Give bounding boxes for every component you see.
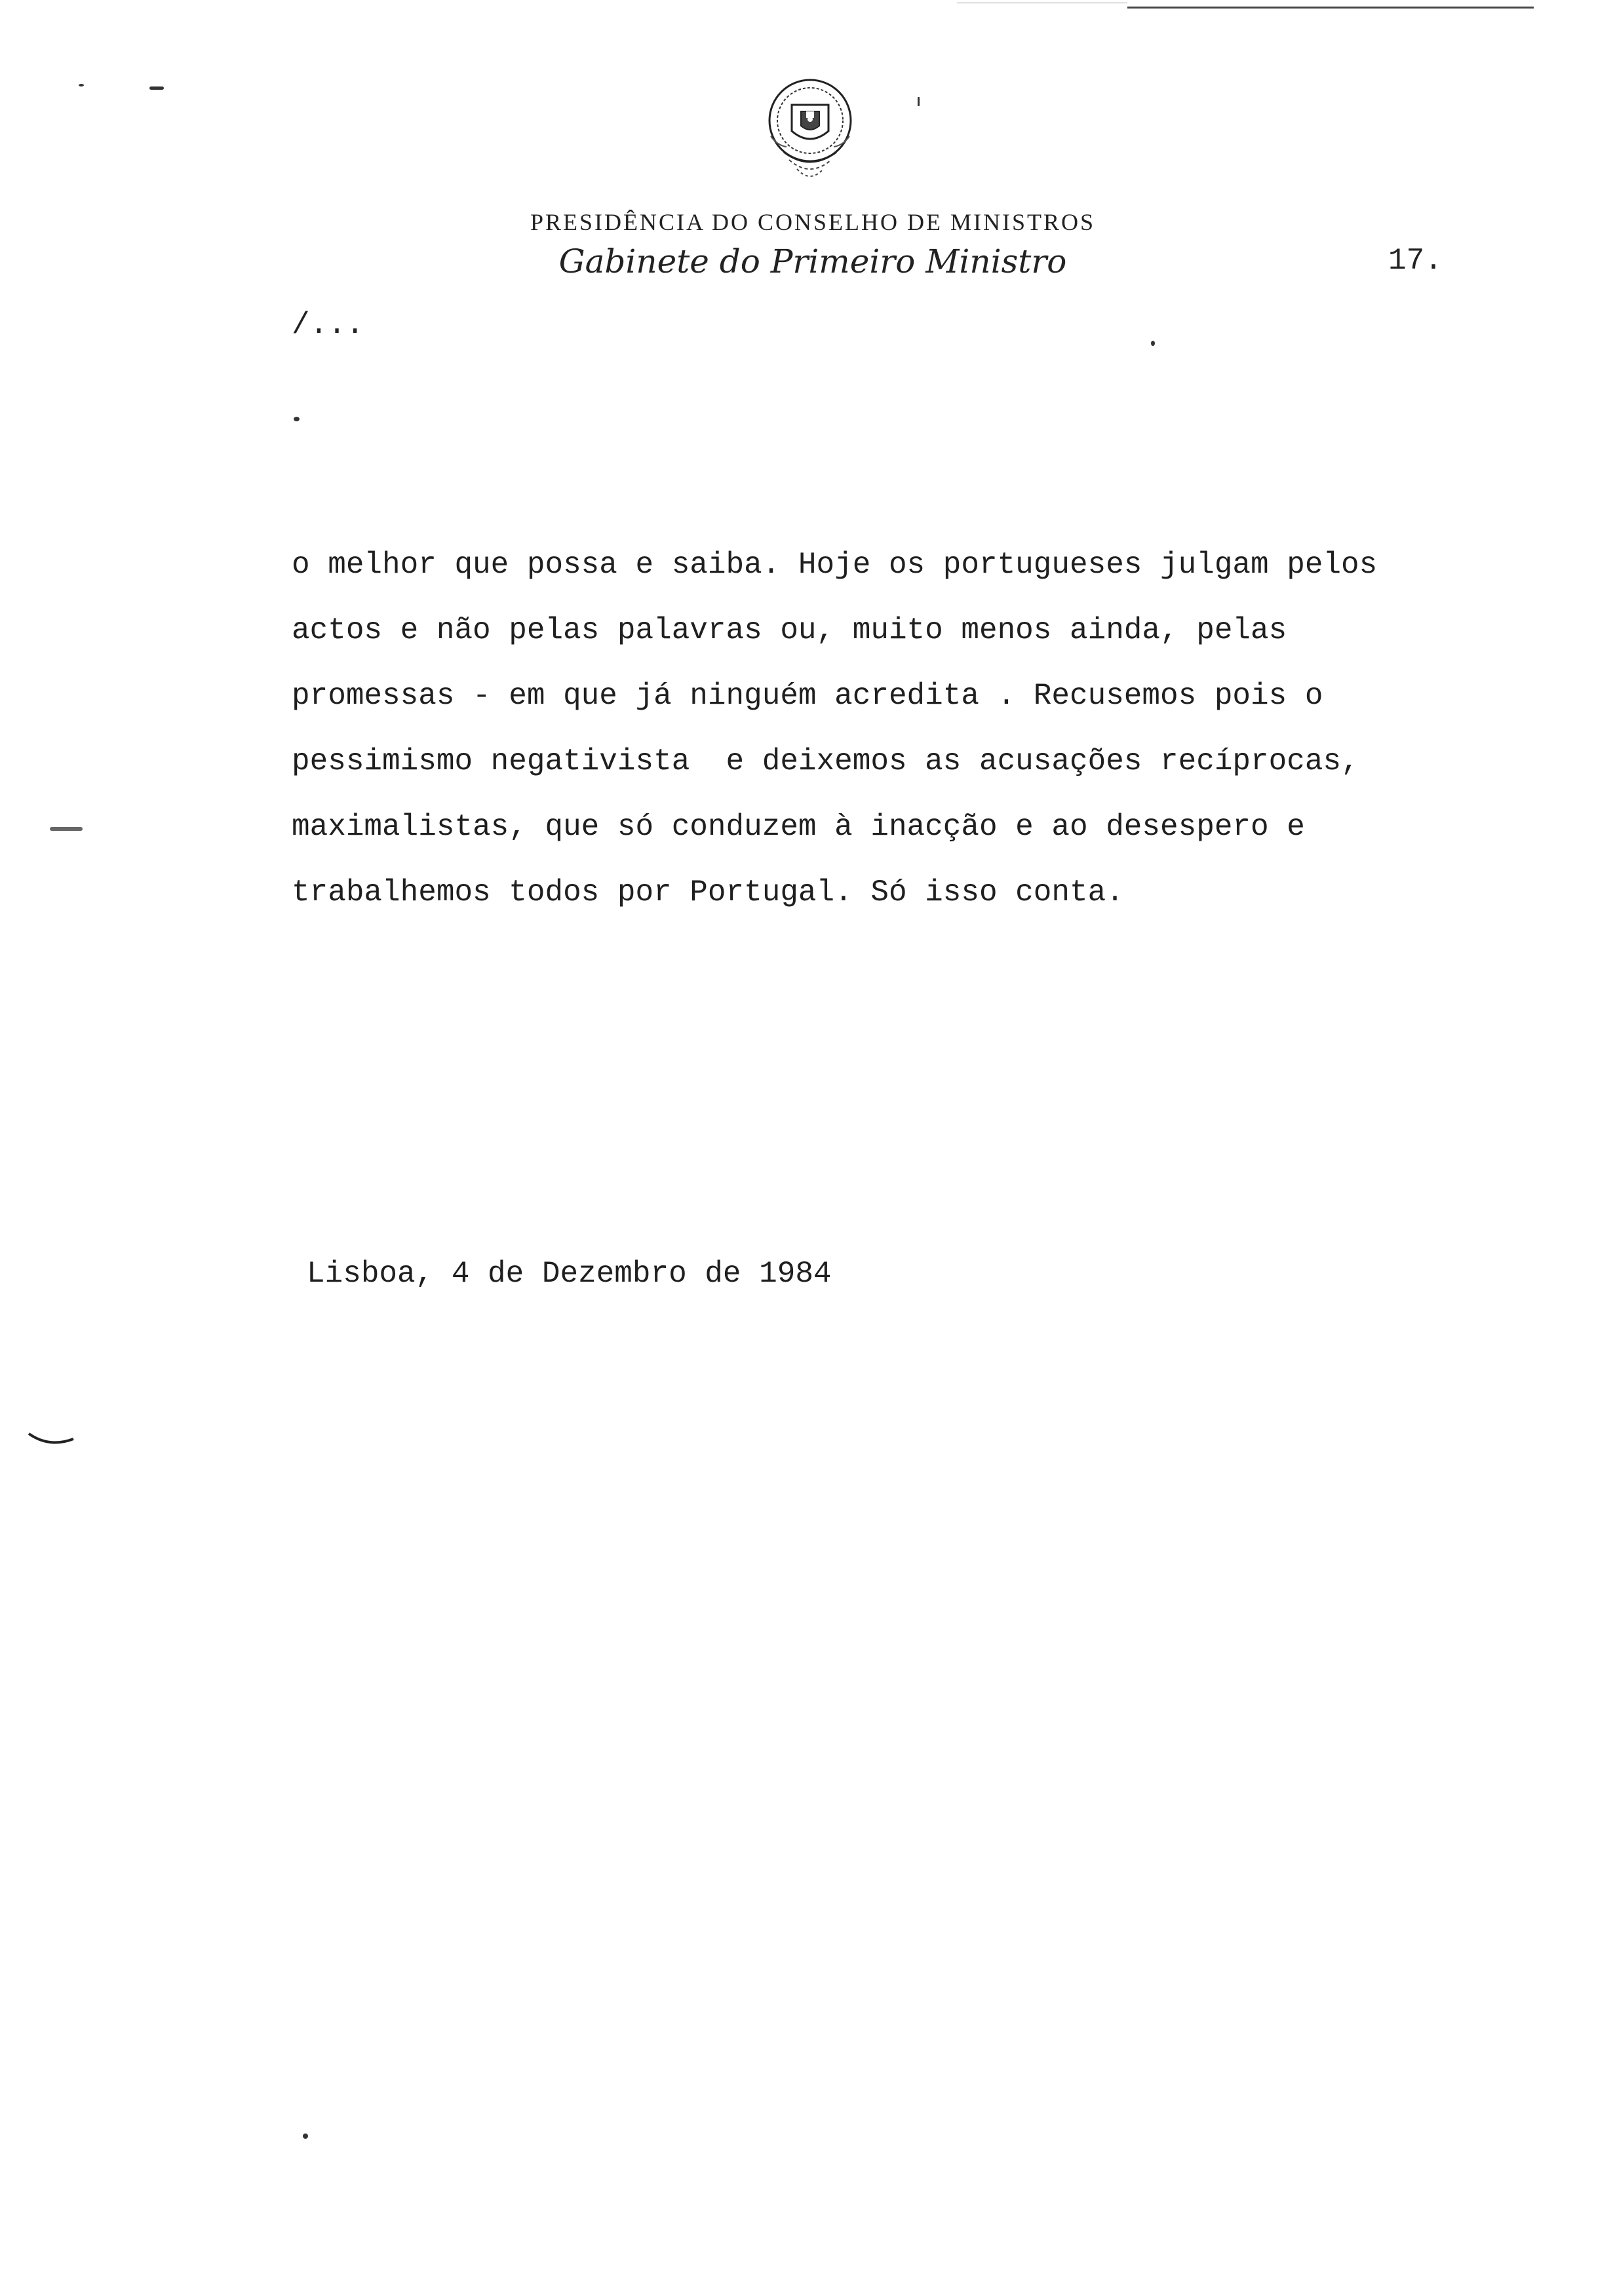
scan-speck	[149, 86, 164, 90]
scan-speck	[79, 84, 84, 86]
scan-artifact-line	[1127, 7, 1534, 9]
scan-speck	[294, 417, 300, 421]
coat-of-arms-seal-icon	[751, 73, 869, 191]
scan-speck	[1151, 341, 1155, 346]
office-subheading: Gabinete do Primeiro Ministro	[558, 242, 1067, 280]
institution-heading: PRESIDÊNCIA DO CONSELHO DE MINISTROS	[530, 209, 1096, 235]
body-line: promessas - em que já ninguém acredita . Recusemos pois o	[292, 679, 1323, 713]
scan-speck	[303, 2133, 308, 2139]
continuation-mark: /...	[292, 308, 364, 342]
body-line: o melhor que possa e saiba. Hoje os portugueses julgam pelos	[292, 548, 1378, 582]
dateline: Lisboa, 4 de Dezembro de 1984	[307, 1257, 832, 1291]
scan-speck	[50, 827, 83, 831]
page-number: 17.	[1388, 244, 1443, 278]
body-line: actos e não pelas palavras ou, muito menos ainda, pelas	[292, 613, 1287, 647]
body-line: maximalistas, que só conduzem à inacção e ao desespero e	[292, 810, 1305, 844]
body-line: pessimismo negativista e deixemos as acusações recíprocas,	[292, 744, 1359, 778]
scan-speck	[918, 97, 920, 106]
curved-mark	[26, 1428, 79, 1455]
body-paragraph	[292, 532, 1498, 925]
body-line: trabalhemos todos por Portugal. Só isso conta.	[292, 875, 1124, 909]
